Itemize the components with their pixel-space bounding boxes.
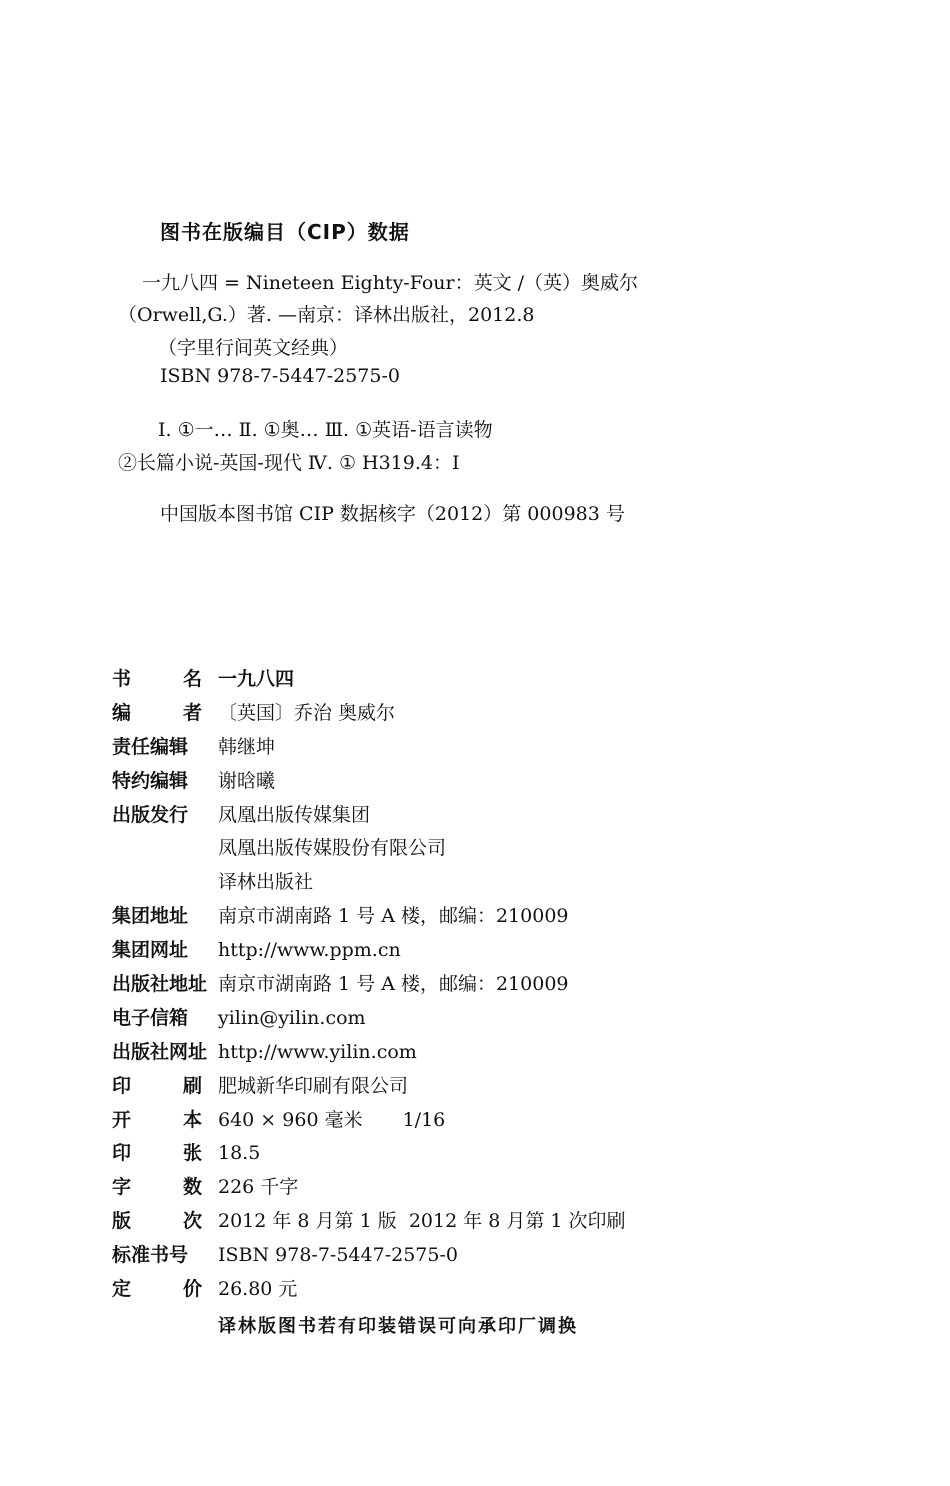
detail-label: 印 刷 — [112, 1074, 202, 1097]
cip-record-number: 中国版本图书馆 CIP 数据核字（2012）第 000983 号 — [160, 503, 625, 525]
detail-value-words: 226 千字 — [218, 1176, 299, 1199]
detail-row-editor — [112, 732, 832, 766]
detail-value-publisher-3: 译林出版社 — [218, 871, 314, 894]
publication-details — [112, 664, 832, 1308]
detail-label: 责任编辑 — [112, 735, 189, 758]
detail-value-email: yilin@yilin.com — [218, 1006, 366, 1029]
detail-value-isbn: ISBN 978-7-5447-2575-0 — [218, 1244, 458, 1267]
detail-row-format — [112, 1105, 832, 1139]
cip-title-line: 一九八四 = Nineteen Eighty-Four：英文 /（英）奥威尔 — [142, 272, 639, 294]
cip-classification-line-1: Ⅰ. ①一… Ⅱ. ①奥… Ⅲ. ①英语-语言读物 — [158, 419, 493, 441]
detail-label: 出版社地址 — [112, 973, 208, 996]
cip-isbn-line: ISBN 978-7-5447-2575-0 — [160, 365, 400, 387]
detail-row-group-website — [112, 935, 832, 969]
detail-row-press-website — [112, 1037, 832, 1071]
detail-row-publisher-2 — [112, 833, 832, 867]
detail-value-printer: 肥城新华印刷有限公司 — [218, 1074, 409, 1097]
cip-series-line: （字里行间英文经典） — [158, 337, 349, 359]
cip-classification-line-2: ②长篇小说-英国-现代 Ⅳ. ① H319.4：I — [118, 452, 460, 474]
detail-row-special-editor — [112, 766, 832, 800]
detail-value-format: 640 × 960 毫米 1/16 — [218, 1108, 446, 1131]
detail-value-sheets: 18.5 — [218, 1142, 261, 1165]
replacement-notice: 译林版图书若有印装错误可向承印厂调换 — [218, 1316, 578, 1337]
detail-value-special-editor: 谢晗曦 — [218, 769, 276, 792]
detail-label: 书 名 — [112, 668, 202, 690]
detail-label: 版 次 — [112, 1210, 202, 1233]
detail-label: 开 本 — [112, 1108, 202, 1131]
cip-heading: 图书在版编目（CIP）数据 — [160, 220, 410, 244]
detail-row-email — [112, 1003, 832, 1037]
detail-row-publisher-3 — [112, 867, 832, 901]
detail-label: 标准书号 — [112, 1244, 189, 1267]
detail-label: 印 张 — [112, 1142, 202, 1165]
detail-row-isbn — [112, 1240, 832, 1274]
detail-label: 集团地址 — [112, 905, 189, 928]
detail-label: 特约编辑 — [112, 769, 189, 792]
detail-value-title: 一九八四 — [218, 668, 295, 690]
detail-value-group-website: http://www.ppm.cn — [218, 939, 401, 962]
detail-label: 出版发行 — [112, 803, 189, 826]
detail-row-press-address — [112, 969, 832, 1003]
detail-value-group-address: 南京市湖南路 1 号 A 楼，邮编：210009 — [218, 905, 569, 928]
detail-label: 电子信箱 — [112, 1006, 189, 1029]
detail-value-edition: 2012 年 8 月第 1 版 2012 年 8 月第 1 次印刷 — [218, 1210, 626, 1233]
cip-author-publisher-line: （Orwell,G.）著. —南京：译林出版社，2012.8 — [118, 304, 535, 326]
detail-label: 编 者 — [112, 701, 202, 724]
detail-value-publisher-2: 凤凰出版传媒股份有限公司 — [218, 837, 447, 860]
detail-value-press-website: http://www.yilin.com — [218, 1040, 417, 1063]
detail-row-price — [112, 1274, 832, 1308]
detail-row-title — [112, 664, 832, 698]
detail-label: 字 数 — [112, 1176, 202, 1199]
detail-value-publisher-1: 凤凰出版传媒集团 — [218, 803, 371, 826]
detail-value-editor: 韩继坤 — [218, 735, 276, 758]
detail-value-price: 26.80 元 — [218, 1278, 298, 1301]
detail-row-group-address — [112, 901, 832, 935]
detail-label: 定 价 — [112, 1278, 202, 1301]
detail-value-press-address: 南京市湖南路 1 号 A 楼，邮编：210009 — [218, 973, 569, 996]
detail-label: 出版社网址 — [112, 1040, 208, 1063]
detail-value-author: 〔英国〕乔治 奥威尔 — [218, 701, 396, 724]
detail-label: 集团网址 — [112, 939, 189, 962]
detail-row-author — [112, 698, 832, 732]
detail-row-edition — [112, 1206, 832, 1240]
detail-row-printer — [112, 1071, 832, 1105]
detail-row-words — [112, 1172, 832, 1206]
detail-row-publisher — [112, 800, 832, 834]
detail-row-sheets — [112, 1138, 832, 1172]
